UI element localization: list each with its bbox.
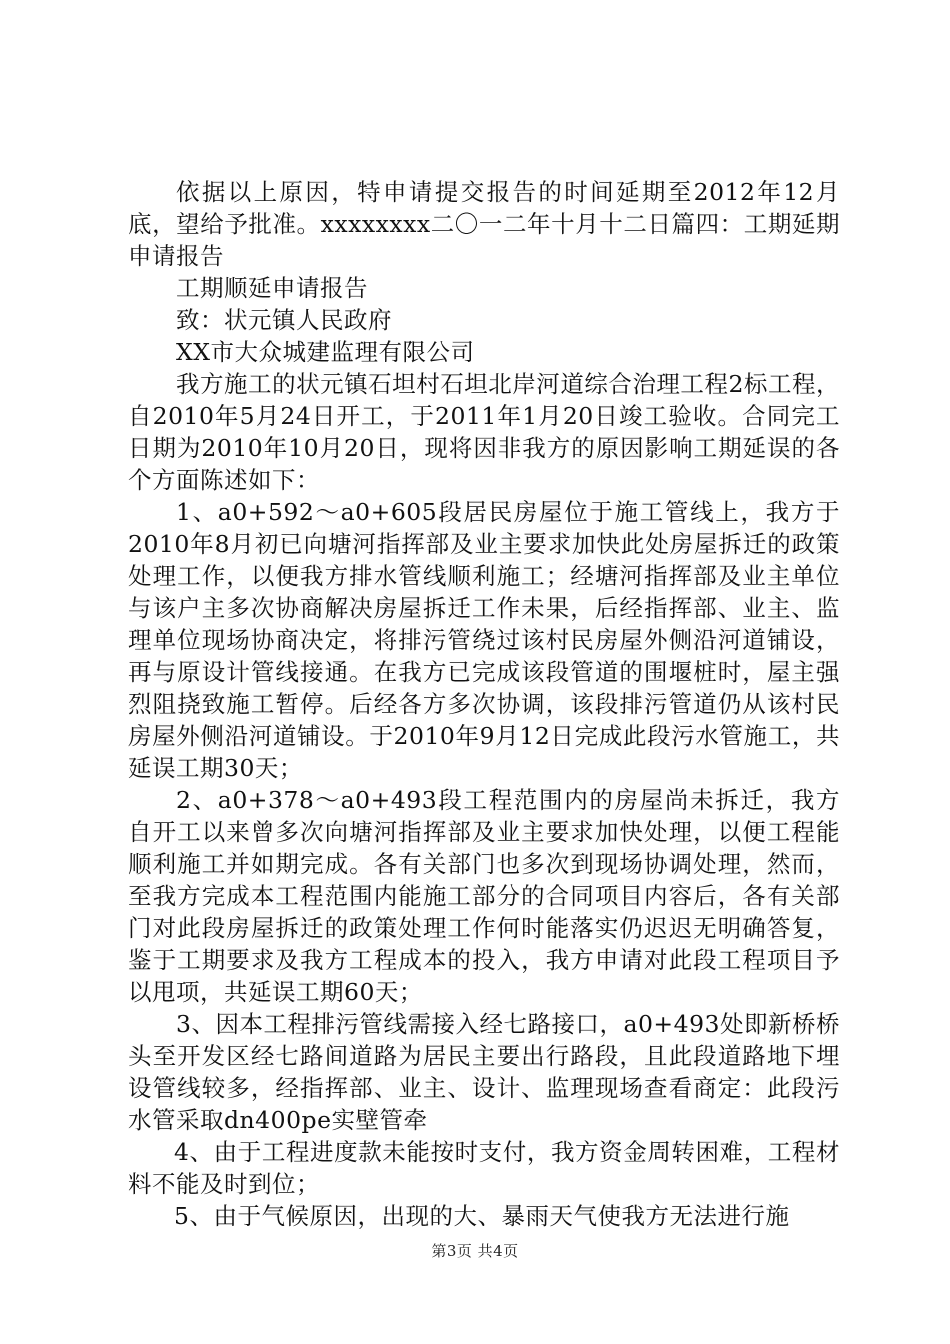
paragraph-project-intro: 我方施工的状元镇石坦村石坦北岸河道综合治理工程2标工程，自2010年5月24日开工，于2011年1月20日竣工验收。合同完工日期为2010年10月20日，现将因非我方的原因影响工期延误的各个方面陈述如下： <box>128 370 840 494</box>
paragraph-item-1: 1、a0+592～a0+605段居民房屋位于施工管线上，我方于2010年8月初已向塘河指挥部及业主要求加快此处房屋拆迁的政策处理工作，以便我方排水管线顺利施工；经塘河指挥部及业主单位与该户主多次协商解决房屋拆迁工作未果，后经指挥部、业主、监理单位现场协商决定，将排污管绕过该村民房屋外侧沿河道铺设，再与原设计管线接通。在我方已完成该段管道的围堰桩时，屋主强烈阻挠致施工暂停。后经各方多次协调，该段排污管道仍从该村民房屋外侧沿河道铺设。于2010年9月12日完成此段污水管施工，共延误工期30天； <box>128 498 840 782</box>
report-title: 工期顺延申请报告 <box>176 274 368 302</box>
paragraph-item-2: 2、a0+378～a0+493段工程范围内的房屋尚未拆迁，我方自开工以来曾多次向塘河指挥部及业主要求加快处理，以便工程能顺利施工并如期完成。各有关部门也多次到现场协调处理，然而，至我方完成本工程范围内能施工部分的合同项目内容后，各有关部门对此段房屋拆迁的政策处理工作何时能落实仍迟迟无明确答复，鉴于工期要求及我方工程成本的投入，我方申请对此段工程项目予以甩项，共延误工期60天； <box>128 786 840 1006</box>
page-number-footer: 第3页 共4页 <box>431 1242 519 1260</box>
paragraph-item-3: 3、因本工程排污管线需接入经七路接口，a0+493处即新桥桥头至开发区经七路间道路为居民主要出行路段，且此段道路地下埋设管线较多，经指挥部、业主、设计、监理现场查看商定：此段污水管采取dn400pe实壁管牵 <box>128 1010 840 1134</box>
paragraph-item-5: 5、由于气候原因，出现的大、暴雨天气使我方无法进行施 <box>174 1202 790 1230</box>
addressee: 致：状元镇人民政府 <box>176 306 392 334</box>
supervisor-company: XX市大众城建监理有限公司 <box>176 338 475 366</box>
paragraph-extension-request: 依据以上原因，特申请提交报告的时间延期至2012年12月底，望给予批准。xxxxxxxx二〇一二年十月十二日篇四：工期延期申请报告 <box>128 178 840 270</box>
paragraph-item-4: 4、由于工程进度款未能按时支付，我方资金周转困难，工程材料不能及时到位； <box>128 1138 840 1198</box>
document-body <box>128 176 840 1232</box>
